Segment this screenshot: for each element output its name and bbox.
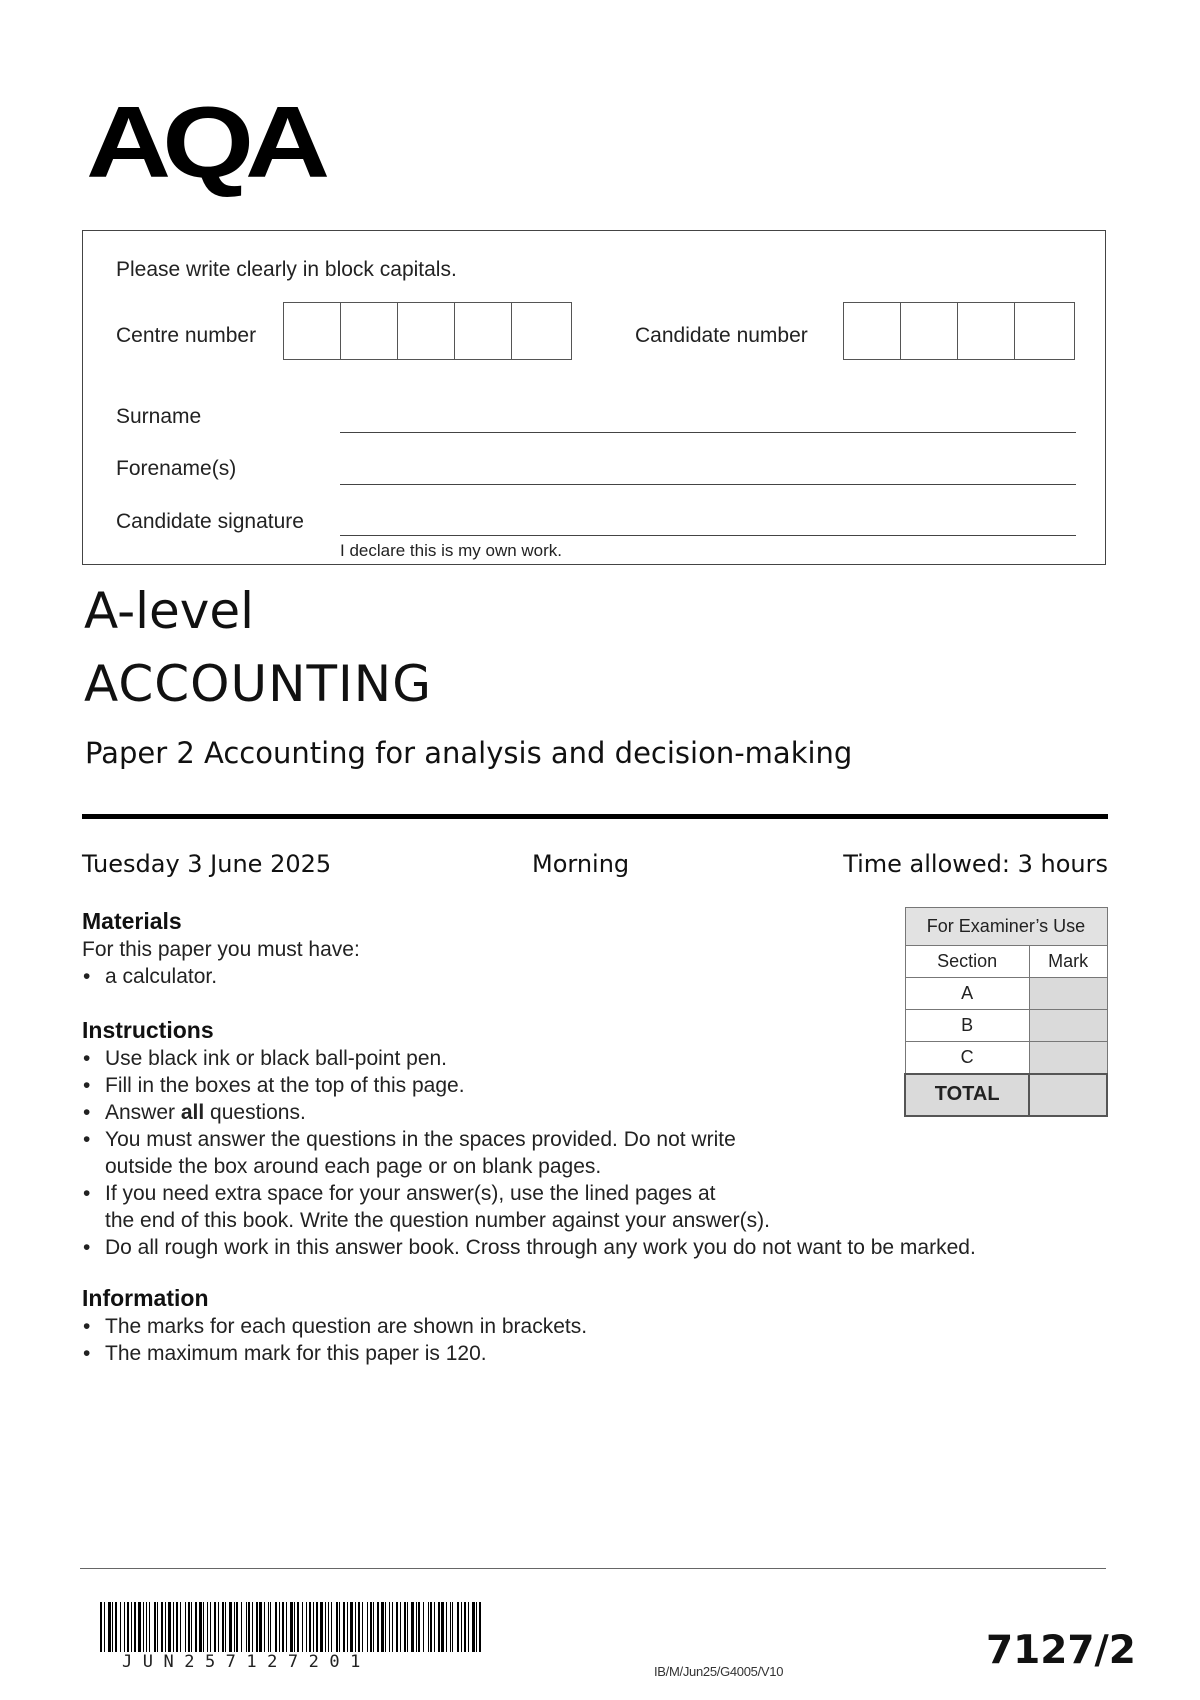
- document-reference: IB/M/Jun25/G4005/V10: [654, 1664, 784, 1679]
- centre-number-boxes: [283, 302, 572, 360]
- paper-title: Paper 2 Accounting for analysis and decision-making: [85, 736, 853, 770]
- candidate-number-digit-box[interactable]: [958, 303, 1015, 359]
- centre-number-digit-box[interactable]: [455, 303, 512, 359]
- block-capitals-instruction: Please write clearly in block capitals.: [116, 258, 457, 281]
- list-item: • The maximum mark for this paper is 120.: [82, 1340, 587, 1367]
- surname-label: Surname: [116, 405, 202, 428]
- list-item: • Answer all questions.: [82, 1099, 1082, 1126]
- mark-cell[interactable]: [1029, 1042, 1107, 1074]
- centre-number-label: Centre number: [116, 324, 257, 347]
- forename-label: Forename(s): [116, 457, 237, 480]
- candidate-number-label: Candidate number: [635, 324, 808, 347]
- section-cell: B: [905, 1010, 1029, 1042]
- list-item: • Fill in the boxes at the top of this page.: [82, 1072, 1082, 1099]
- centre-number-digit-box[interactable]: [284, 303, 341, 359]
- list-item: • The marks for each question are shown in brackets.: [82, 1313, 587, 1340]
- barcode: [100, 1602, 482, 1656]
- materials-intro: For this paper you must have:: [82, 938, 360, 961]
- candidate-number-digit-box[interactable]: [1015, 303, 1072, 359]
- barcode-number: JUN257127201: [122, 1652, 371, 1672]
- total-label: TOTAL: [905, 1074, 1029, 1116]
- materials-list: [82, 963, 217, 990]
- subject-title: ACCOUNTING: [84, 655, 432, 713]
- signature-field[interactable]: [340, 535, 1076, 536]
- section-cell: A: [905, 978, 1029, 1010]
- exam-session: Morning: [532, 850, 630, 878]
- footer-divider: [80, 1568, 1106, 1569]
- list-item: • Do all rough work in this answer book. Cross through any work you do not want to be marked.: [82, 1234, 1082, 1261]
- header-divider: [82, 814, 1108, 819]
- paper-code: 7127/2: [986, 1628, 1136, 1673]
- time-allowed: Time allowed: 3 hours: [843, 850, 1108, 878]
- list-item: • You must answer the questions in the spaces provided. Do not write outside the box around each page or on blank pages.: [82, 1126, 1082, 1180]
- mark-column-header: Mark: [1029, 946, 1107, 978]
- information-heading: Information: [82, 1285, 209, 1311]
- signature-label: Candidate signature: [116, 510, 304, 533]
- centre-number-digit-box[interactable]: [398, 303, 455, 359]
- total-mark-cell[interactable]: [1029, 1074, 1107, 1116]
- list-item: • If you need extra space for your answer(s), use the lined pages at the end of this book. Write the question number against your answer(s).: [82, 1180, 1082, 1234]
- instructions-heading: Instructions: [82, 1017, 214, 1043]
- surname-field[interactable]: [340, 432, 1076, 433]
- section-cell: C: [905, 1042, 1029, 1074]
- materials-heading: Materials: [82, 908, 182, 934]
- centre-number-digit-box[interactable]: [512, 303, 569, 359]
- own-work-declaration: I declare this is my own work.: [340, 541, 563, 560]
- mark-cell[interactable]: [1029, 1010, 1107, 1042]
- list-item: • a calculator.: [82, 963, 217, 990]
- aqa-logo: AQA: [86, 85, 322, 200]
- forename-field[interactable]: [340, 484, 1076, 485]
- candidate-number-digit-box[interactable]: [844, 303, 901, 359]
- candidate-number-boxes: [843, 302, 1075, 360]
- examiner-use-table: [904, 907, 1108, 1117]
- mark-cell[interactable]: [1029, 978, 1107, 1010]
- centre-number-digit-box[interactable]: [341, 303, 398, 359]
- section-column-header: Section: [905, 946, 1029, 978]
- list-item: • Use black ink or black ball-point pen.: [82, 1045, 1082, 1072]
- information-list: [82, 1313, 587, 1367]
- exam-date: Tuesday 3 June 2025: [82, 850, 332, 878]
- examiner-table-title: For Examiner’s Use: [905, 908, 1107, 946]
- candidate-number-digit-box[interactable]: [901, 303, 958, 359]
- qualification-level: A-level: [84, 582, 255, 640]
